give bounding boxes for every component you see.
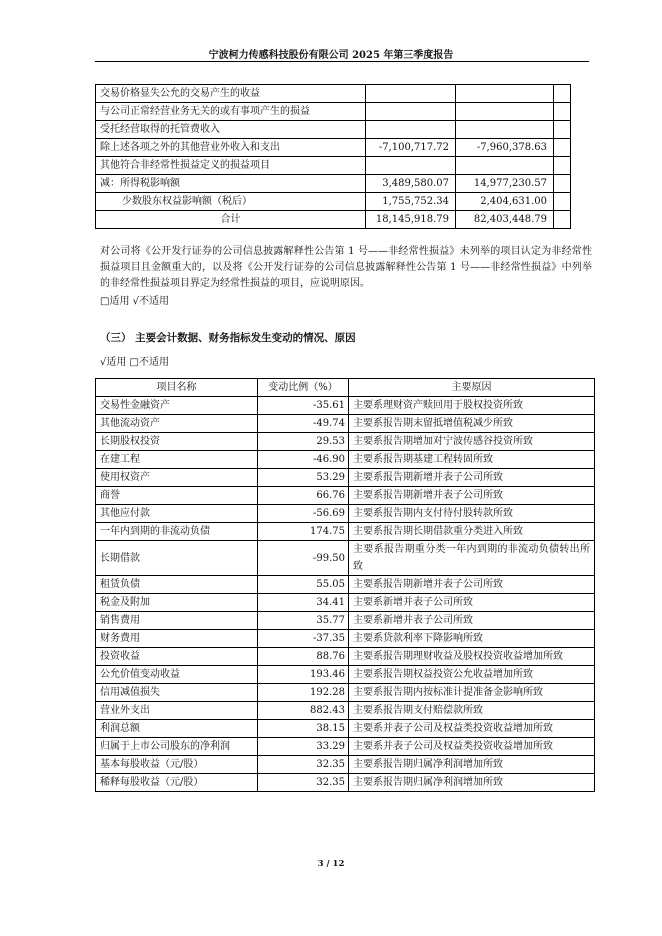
table-row [96, 738, 595, 756]
table-row [96, 666, 595, 684]
table-row [96, 630, 595, 648]
row-change-ratio: 192.28 [258, 684, 349, 702]
row-current-period-value: 3,489,580.07 [366, 175, 456, 193]
row-item-name: 长期股权投资 [96, 433, 258, 451]
table-row [96, 193, 571, 211]
header-divider [95, 61, 589, 62]
table-row [96, 720, 595, 738]
row-item-name: 营业外支出 [96, 702, 258, 720]
row-item-label: 合计 [96, 211, 366, 229]
row-main-reason: 主要系报告期新增并表子公司所致 [349, 487, 595, 505]
row-ytd-value: -7,960,378.63 [456, 139, 554, 157]
row-main-reason: 主要系报告期重分类一年内到期的非流动负债转出所致 [349, 541, 595, 576]
row-main-reason: 主要系报告期新增并表子公司所致 [349, 469, 595, 487]
report-header-title: 宁波柯力传感科技股份有限公司 2025 年第三季度报告 [208, 50, 454, 61]
row-main-reason: 主要系报告期内支付待付股转款所致 [349, 505, 595, 523]
row-main-reason: 主要系并表子公司及权益类投资收益增加所致 [349, 738, 595, 756]
row-main-reason: 主要系报告期理财收益及股权投资收益增加所致 [349, 648, 595, 666]
row-main-reason: 主要系报告期支付赔偿款所致 [349, 702, 595, 720]
row-main-reason: 主要系报告期长期借款重分类进入所致 [349, 523, 595, 541]
table-row [96, 684, 595, 702]
row-item-label: 受托经营取得的托管费收入 [96, 121, 366, 139]
row-item-name: 投资收益 [96, 648, 258, 666]
row-item-label: 少数股东权益影响额（税后） [96, 193, 366, 211]
row-item-name: 公允价值变动收益 [96, 666, 258, 684]
row-ytd-value: 2,404,631.00 [456, 193, 554, 211]
row-main-reason: 主要系新增并表子公司所致 [349, 612, 595, 630]
col-header-item: 项目名称 [96, 379, 258, 397]
row-change-ratio: 55.05 [258, 576, 349, 594]
row-change-ratio: 882.43 [258, 702, 349, 720]
row-main-reason: 主要系并表子公司及权益类投资收益增加所致 [349, 720, 595, 738]
row-main-reason: 主要系报告期基建工程转固所致 [349, 451, 595, 469]
row-change-ratio: 29.53 [258, 433, 349, 451]
table-row [96, 576, 595, 594]
row-change-ratio: -56.69 [258, 505, 349, 523]
row-main-reason: 主要系报告期新增并表子公司所致 [349, 576, 595, 594]
row-note [554, 157, 571, 175]
row-note [554, 175, 571, 193]
table-row [96, 774, 595, 792]
table-row [96, 594, 595, 612]
row-item-name: 使用权资产 [96, 469, 258, 487]
row-change-ratio: 66.76 [258, 487, 349, 505]
row-main-reason: 主要系报告期增加对宁波传感谷投资所致 [349, 433, 595, 451]
row-change-ratio: -99.50 [258, 541, 349, 576]
indicator-change-table [95, 378, 595, 792]
row-item-name: 稀释每股收益（元/股） [96, 774, 258, 792]
table-row [96, 756, 595, 774]
table-row [96, 451, 595, 469]
table-row [96, 702, 595, 720]
row-main-reason: 主要系报告期内按标准计提准备金影响所致 [349, 684, 595, 702]
table-row [96, 541, 595, 576]
row-note [554, 103, 571, 121]
row-item-name: 交易性金融资产 [96, 397, 258, 415]
row-ytd-value [456, 157, 554, 175]
table-row [96, 523, 595, 541]
table-row [96, 469, 595, 487]
table-header-row [96, 379, 595, 397]
table-row [96, 175, 571, 193]
row-main-reason: 主要系报告期归属净利润增加所致 [349, 774, 595, 792]
row-item-name: 在建工程 [96, 451, 258, 469]
table-row [96, 648, 595, 666]
row-note [554, 121, 571, 139]
row-item-label: 与公司正常经营业务无关的或有事项产生的损益 [96, 103, 366, 121]
row-main-reason: 主要系理财资产赎回用于股权投资所致 [349, 397, 595, 415]
row-item-name: 其他流动资产 [96, 415, 258, 433]
row-change-ratio: 35.77 [258, 612, 349, 630]
table-row [96, 433, 595, 451]
non-recurring-note: 对公司将《公开发行证券的公司信息披露解释性公告第 1 号——非经常性损益》未列举的项目认定为非经常性损益项目且金额重大的，以及将《公开发行证券的公司信息披露解释性公告第 1 号——非经常性损益》中列举的非经常性损益项目界定为经常性损益的项目，应说明原因。 [100, 246, 592, 289]
row-main-reason: 主要系贷款利率下降影响所致 [349, 630, 595, 648]
row-item-name: 税金及附加 [96, 594, 258, 612]
table-row [96, 612, 595, 630]
row-ytd-value: 14,977,230.57 [456, 175, 554, 193]
row-current-period-value [366, 103, 456, 121]
row-item-name: 利润总额 [96, 720, 258, 738]
row-item-name: 商誉 [96, 487, 258, 505]
row-current-period-value: 18,145,918.79 [366, 211, 456, 229]
row-change-ratio: -37.35 [258, 630, 349, 648]
table-row [96, 139, 571, 157]
row-change-ratio: -35.61 [258, 397, 349, 415]
row-current-period-value: 1,755,752.34 [366, 193, 456, 211]
row-change-ratio: 38.15 [258, 720, 349, 738]
row-note [554, 211, 571, 229]
section-title: （三） 主要会计数据、财务指标发生变动的情况、原因 [100, 332, 356, 344]
row-item-name: 长期借款 [96, 541, 258, 576]
row-ytd-value [456, 121, 554, 139]
table-row [96, 397, 595, 415]
row-current-period-value [366, 85, 456, 103]
row-item-name: 租赁负债 [96, 576, 258, 594]
non-recurring-gains-table [95, 84, 571, 229]
row-change-ratio: 88.76 [258, 648, 349, 666]
col-header-reason: 主要原因 [349, 379, 595, 397]
applicability-option-1: □适用 √不适用 [100, 296, 169, 307]
row-main-reason: 主要系报告期归属净利润增加所致 [349, 756, 595, 774]
row-note [554, 139, 571, 157]
row-change-ratio: 174.75 [258, 523, 349, 541]
row-change-ratio: -49.74 [258, 415, 349, 433]
row-item-name: 基本每股收益（元/股） [96, 756, 258, 774]
row-item-name: 财务费用 [96, 630, 258, 648]
row-change-ratio: -46.90 [258, 451, 349, 469]
table-row [96, 487, 595, 505]
row-item-name: 一年内到期的非流动负债 [96, 523, 258, 541]
row-item-label: 减：所得税影响额 [96, 175, 366, 193]
table-row [96, 121, 571, 139]
table-row [96, 103, 571, 121]
table-row [96, 157, 571, 175]
page-number: 3 / 12 [317, 859, 345, 869]
row-ytd-value [456, 103, 554, 121]
table-row [96, 211, 571, 229]
row-note [554, 85, 571, 103]
row-main-reason: 主要系报告期权益投资公允收益增加所致 [349, 666, 595, 684]
table-row [96, 85, 571, 103]
row-current-period-value [366, 121, 456, 139]
row-change-ratio: 193.46 [258, 666, 349, 684]
row-note [554, 193, 571, 211]
row-current-period-value [366, 157, 456, 175]
row-main-reason: 主要系报告期末留抵增值税减少所致 [349, 415, 595, 433]
row-change-ratio: 53.29 [258, 469, 349, 487]
row-ytd-value: 82,403,448.79 [456, 211, 554, 229]
row-main-reason: 主要系新增并表子公司所致 [349, 594, 595, 612]
table-row [96, 415, 595, 433]
col-header-ratio: 变动比例（%） [258, 379, 349, 397]
row-ytd-value [456, 85, 554, 103]
row-item-label: 除上述各项之外的其他营业外收入和支出 [96, 139, 366, 157]
row-item-name: 销售费用 [96, 612, 258, 630]
row-item-label: 交易价格显失公允的交易产生的收益 [96, 85, 366, 103]
row-current-period-value: -7,100,717.72 [366, 139, 456, 157]
row-change-ratio: 32.35 [258, 774, 349, 792]
row-change-ratio: 34.41 [258, 594, 349, 612]
row-change-ratio: 32.35 [258, 756, 349, 774]
row-item-name: 归属于上市公司股东的净利润 [96, 738, 258, 756]
row-change-ratio: 33.29 [258, 738, 349, 756]
row-item-name: 信用减值损失 [96, 684, 258, 702]
table-row [96, 505, 595, 523]
applicability-option-2: √适用 □不适用 [100, 357, 169, 368]
row-item-label: 其他符合非经常性损益定义的损益项目 [96, 157, 366, 175]
row-item-name: 其他应付款 [96, 505, 258, 523]
